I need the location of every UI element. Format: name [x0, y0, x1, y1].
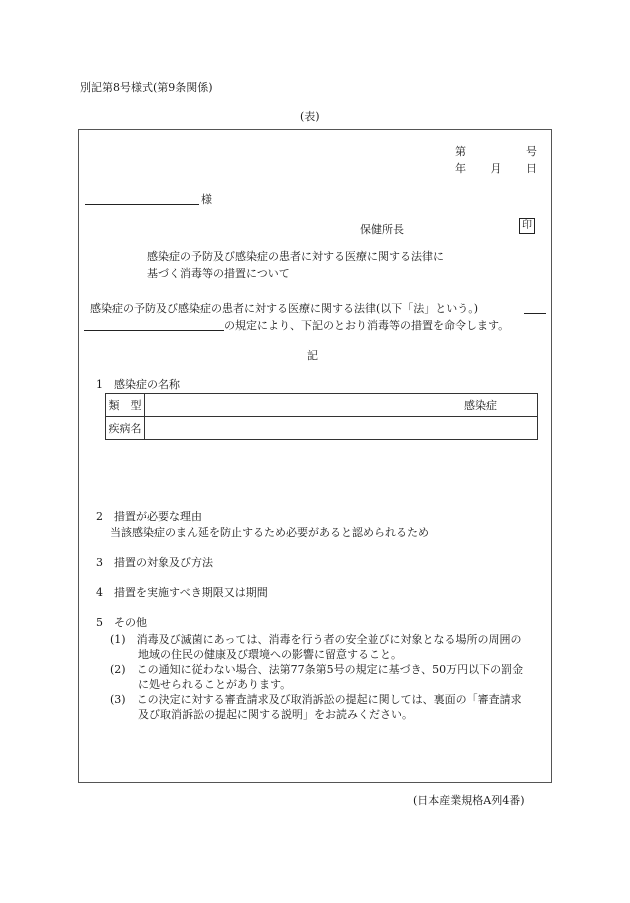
date-year: 年 [455, 162, 466, 175]
addressee-blank-line[interactable] [85, 204, 199, 205]
seal-mark: 印 [519, 218, 535, 234]
form-title: 別記第8号様式(第9条関係) [80, 81, 213, 94]
section-2-body: 当該感染症のまん延を防止するため必要があると認められるため [110, 526, 429, 539]
note-1-line-1: (1) 消毒及び滅菌にあっては、消毒を行う者の安全並びに対象となる場所の周囲の [110, 633, 522, 646]
issuer-title: 保健所長 [360, 223, 404, 236]
body-blank-line-b[interactable] [84, 330, 224, 331]
body-blank-line-a[interactable] [524, 313, 546, 314]
body-line-2: の規定により、下記のとおり消毒等の措置を命令します。 [224, 319, 510, 332]
body-line-1: 感染症の予防及び感染症の患者に対する医療に関する法律(以下「法」という。) [90, 302, 479, 315]
disease-table [105, 393, 538, 440]
date-day: 日 [526, 162, 537, 175]
note-2-line-1: (2) この通知に従わない場合、法第77条第5号の規定に基づき、50万円以下の罰金 [110, 663, 524, 676]
document-number-line [455, 143, 537, 159]
date-line [455, 160, 537, 176]
date-month: 月 [490, 162, 502, 175]
table-row [106, 417, 538, 440]
subject-line-2: 基づく消毒等の措置について [147, 267, 290, 280]
number-go: 号 [526, 145, 537, 158]
section-3-title: 3 措置の対象及び方法 [96, 556, 213, 569]
note-3-line-1: (3) この決定に対する審査請求及び取消訴訟の提起に関しては、裏面の「審査請求 [110, 693, 522, 706]
section-4-title: 4 措置を実施すべき期限又は期間 [96, 586, 268, 599]
note-1-line-2: 地域の住民の健康及び環境への影響に留意すること。 [138, 648, 402, 661]
number-dai: 第 [455, 145, 466, 158]
side-label: (表) [300, 110, 320, 123]
footer-note: (日本産業規格A列4番) [413, 794, 525, 807]
disease-name-value[interactable] [145, 417, 538, 440]
section-5-title: 5 その他 [96, 616, 147, 629]
section-2-title: 2 措置が必要な理由 [96, 510, 202, 523]
note-2-line-2: に処せられることがあります。 [138, 678, 292, 691]
type-header: 類 型 [106, 394, 145, 417]
notice-heading: 記 [307, 349, 318, 362]
addressee-suffix: 様 [201, 193, 212, 206]
type-value[interactable]: 感染症 [145, 394, 538, 417]
subject-line-1: 感染症の予防及び感染症の患者に対する医療に関する法律に [147, 250, 444, 263]
note-3-line-2: 及び取消訴訟の提起に関する説明」をお読みください。 [138, 708, 413, 721]
disease-name-header: 疾病名 [106, 417, 145, 440]
section-1-title: 1 感染症の名称 [96, 378, 180, 391]
table-row [106, 394, 538, 417]
